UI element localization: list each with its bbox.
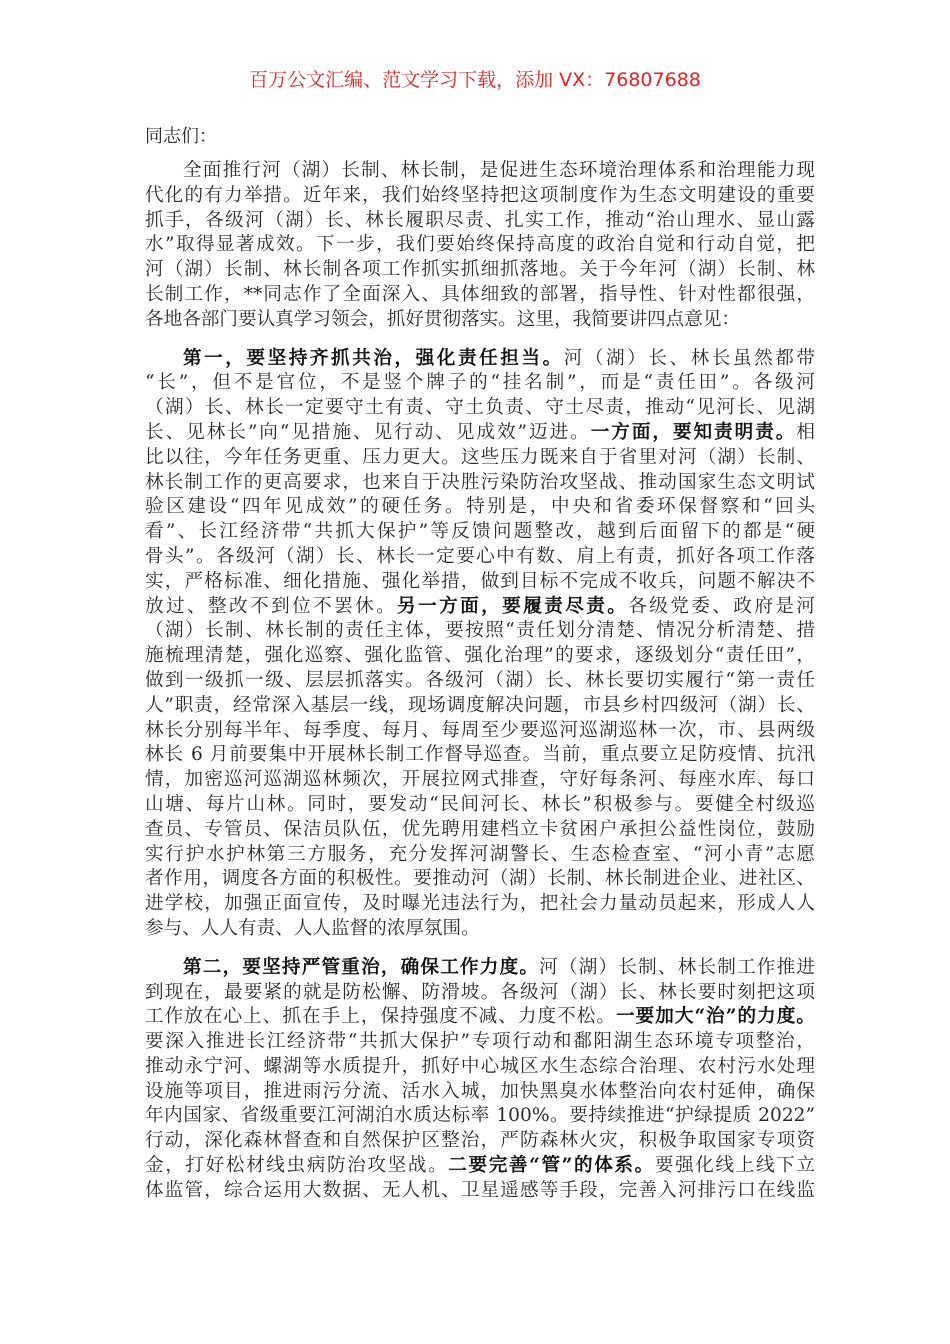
- body-text: 林长 6 月前要集中开展林长制工作督导巡查。当前，重点要立足防疫情、抗汛: [145, 744, 815, 766]
- text-line: [145, 843, 815, 868]
- bold-heading-text: 一方面，要知责明责。: [590, 421, 797, 443]
- text-line: [145, 371, 815, 396]
- text-line: [145, 644, 815, 669]
- bold-heading-text: 一要加大“治”的力度。: [615, 1006, 815, 1028]
- body-text: “长”，但不是官位，不是竖个牌子的“挂名制”，而是“责任田”。各级河: [145, 372, 815, 394]
- body-text: 长制工作，**同志作了全面深入、具体细致的部署，指导性、针对性都很强，: [145, 283, 815, 305]
- text-line: [145, 1005, 815, 1030]
- text-line: [145, 892, 815, 917]
- text-line: [145, 446, 815, 471]
- body-text: （湖）长制、林长制的责任主体，要按照“责任划分清楚、情况分析清楚、措: [145, 620, 815, 642]
- text-line: [145, 743, 815, 768]
- text-line: [145, 917, 815, 942]
- body-text: 实，严格标准、细化措施、强化举措，做到目标不完成不收兵，问题不解决不: [145, 570, 815, 592]
- text-line: [145, 981, 815, 1006]
- body-text: 相: [796, 421, 815, 443]
- text-line: [145, 520, 815, 545]
- bold-heading-text: 第一，要坚持齐抓共治，强化责任担当。: [183, 347, 564, 369]
- text-line: [145, 768, 815, 793]
- text-line: [145, 619, 815, 644]
- body-text: 水”取得显著成效。下一步，我们要始终保持高度的政治自觉和行动自觉，把: [145, 234, 815, 256]
- body-text: 放过、整改不到位不罢休。: [145, 595, 398, 617]
- text-line: [145, 471, 815, 496]
- text-line: [145, 1080, 815, 1105]
- body-text: 到现在，最要紧的就是防松懈、防滑坡。各级河（湖）长、林长要时刻把这项: [145, 981, 815, 1003]
- text-line: [145, 308, 815, 333]
- body-text: 山塘、每片山林。同时，要发动“民间河长、林长”积极参与。要健全村级巡: [145, 793, 815, 815]
- body-text: 各级党委、政府是河: [628, 595, 815, 617]
- body-text: 金，打好松材线虫病防治攻坚战。: [145, 1155, 449, 1177]
- text-line: [145, 1104, 815, 1129]
- body-text: 看”、长江经济带“共抓大保护”等反馈问题整改，越到后面留下的都是“硬: [145, 521, 815, 543]
- body-text: 人”职责，经常深入基层一线，现场调度解决问题，市县乡村四级河（湖）长、: [145, 694, 815, 716]
- body-text: 者作用，调度各方面的积极性。要推动河（湖）长制、林长制进企业、进社区、: [145, 868, 815, 890]
- body-text: 抓手，各级河（湖）长、林长履职尽责、扎实工作，推动“治山理水、显山露: [145, 209, 815, 231]
- text-line: [145, 184, 815, 209]
- paragraphs: [145, 159, 815, 1204]
- body-text: 林长制工作的更高要求，也来自于决胜污染防治攻坚战、推动国家生态文明试: [145, 471, 815, 493]
- paragraph: [145, 347, 815, 942]
- body-text: 代化的有力举措。近年来，我们始终坚持把这项制度作为生态文明建设的重要: [145, 184, 815, 206]
- document-body: [145, 124, 815, 1218]
- text-line: [145, 347, 815, 372]
- text-line: [145, 495, 815, 520]
- body-text: 查员、专管员、保洁员队伍，优先聘用建档立卡贫困户承担公益性岗位，鼓励: [145, 818, 815, 840]
- body-text: 河（湖）长制、林长制工作推进: [539, 956, 815, 978]
- body-text: 全面推行河（湖）长制、林长制，是促进生态环境治理体系和治理能力现: [183, 160, 815, 181]
- text-line: [145, 1055, 815, 1080]
- paragraph: [145, 159, 815, 333]
- body-text: 各地各部门要认真学习领会，抓好贯彻落实。这里，我简要讲四点意见：: [145, 308, 741, 330]
- text-line: [145, 669, 815, 694]
- body-text: （湖）长、林长一定要守土有责、守土负责、守土尽责，推动“见河长、见湖: [145, 397, 815, 419]
- text-line: [145, 283, 815, 308]
- watermark-banner: 百万公文汇编、范文学习下载，添加 VX：76807688: [249, 69, 701, 91]
- body-text: 河（湖）长、林长虽然都带: [563, 347, 815, 369]
- body-text: 体监管，综合运用大数据、无人机、卫星遥感等手段，完善入河排污口在线监: [145, 1179, 815, 1201]
- text-line: [145, 719, 815, 744]
- text-line: [145, 956, 815, 981]
- body-text: 进学校，加强正面宣传，及时曝光违法行为，把社会力量动员起来，形成人人: [145, 893, 815, 915]
- body-text: 验区建设“四年见成效”的硬任务。特别是，中央和省委环保督察和“回头: [145, 496, 815, 518]
- text-line: [145, 1154, 815, 1179]
- text-line: [145, 793, 815, 818]
- text-line: [145, 258, 815, 283]
- body-text: 林长分别每半年、每季度、每月、每周至少要巡河巡湖巡林一次，市、县两级: [145, 719, 815, 741]
- body-text: 施梳理清楚，强化巡察、强化监管、强化治理”的要求，逐级划分“责任田”，: [145, 645, 815, 667]
- body-text: 实行护水护林第三方服务，充分发挥河湖警长、生态检查室、“河小青”志愿: [145, 843, 815, 865]
- text-line: [145, 818, 815, 843]
- text-line: [145, 595, 815, 620]
- body-text: 要深入推进长江经济带“共抓大保护”专项行动和鄱阳湖生态环境专项整治，: [145, 1031, 815, 1053]
- body-text: 情，加密巡河巡湖巡林频次，开展拉网式排查，守好每条河、每座水库、每口: [145, 769, 815, 791]
- text-line: [145, 545, 815, 570]
- body-text: 参与、人人有责、人人监督的浓厚氛围。: [145, 917, 480, 939]
- body-text: 行动，深化森林督查和自然保护区整治，严防森林火灾，积极争取国家专项资: [145, 1130, 815, 1152]
- bold-heading-text: 第二，要坚持严管重治，确保工作力度。: [183, 956, 540, 978]
- text-line: [145, 1030, 815, 1055]
- body-text: 做到一级抓一级、层层抓落实。各级河（湖）长、林长要切实履行“第一责任: [145, 669, 815, 691]
- text-line: [145, 233, 815, 258]
- text-line: [145, 1179, 815, 1204]
- body-text: 长、见林长”向“见措施、见行动、见成效”迈进。: [145, 421, 591, 443]
- text-line: [145, 1129, 815, 1154]
- body-text: 比以往，今年任务更重、压力更大。这些压力既来自于省里对河（湖）长制、: [145, 446, 815, 468]
- body-text: 设施等项目，推进雨污分流、活水入城，加快黑臭水体整治向农村延伸，确保: [145, 1080, 815, 1102]
- body-text: 要强化线上线下立: [654, 1155, 815, 1177]
- text-line: [145, 209, 815, 234]
- text-line: [145, 694, 815, 719]
- text-line: [145, 396, 815, 421]
- body-text: 河（湖）长制、林长制各项工作抓实抓细抓落地。关于今年河（湖）长制、林: [145, 259, 815, 281]
- body-text: 年内国家、省级重要江河湖泊水质达标率 100%。要持续推进“护绿提质 2022”: [145, 1105, 815, 1127]
- salutation: 同志们：: [145, 126, 217, 147]
- text-line: [145, 570, 815, 595]
- body-text: 推动永宁河、螺湖等水质提升，抓好中心城区水生态综合治理、农村污水处理: [145, 1055, 815, 1077]
- bold-heading-text: 二要完善“管”的体系。: [448, 1155, 655, 1177]
- body-text: 工作放在心上、抓在手上，保持强度不减、力度不松。: [145, 1006, 616, 1028]
- paragraph: [145, 956, 815, 1204]
- text-line: [145, 159, 815, 184]
- body-text: 骨头”。各级河（湖）长、林长一定要心中有数、肩上有责，抓好各项工作落: [145, 545, 815, 567]
- text-line: [145, 867, 815, 892]
- bold-heading-text: 另一方面，要履责尽责。: [397, 595, 629, 617]
- text-line: [145, 421, 815, 446]
